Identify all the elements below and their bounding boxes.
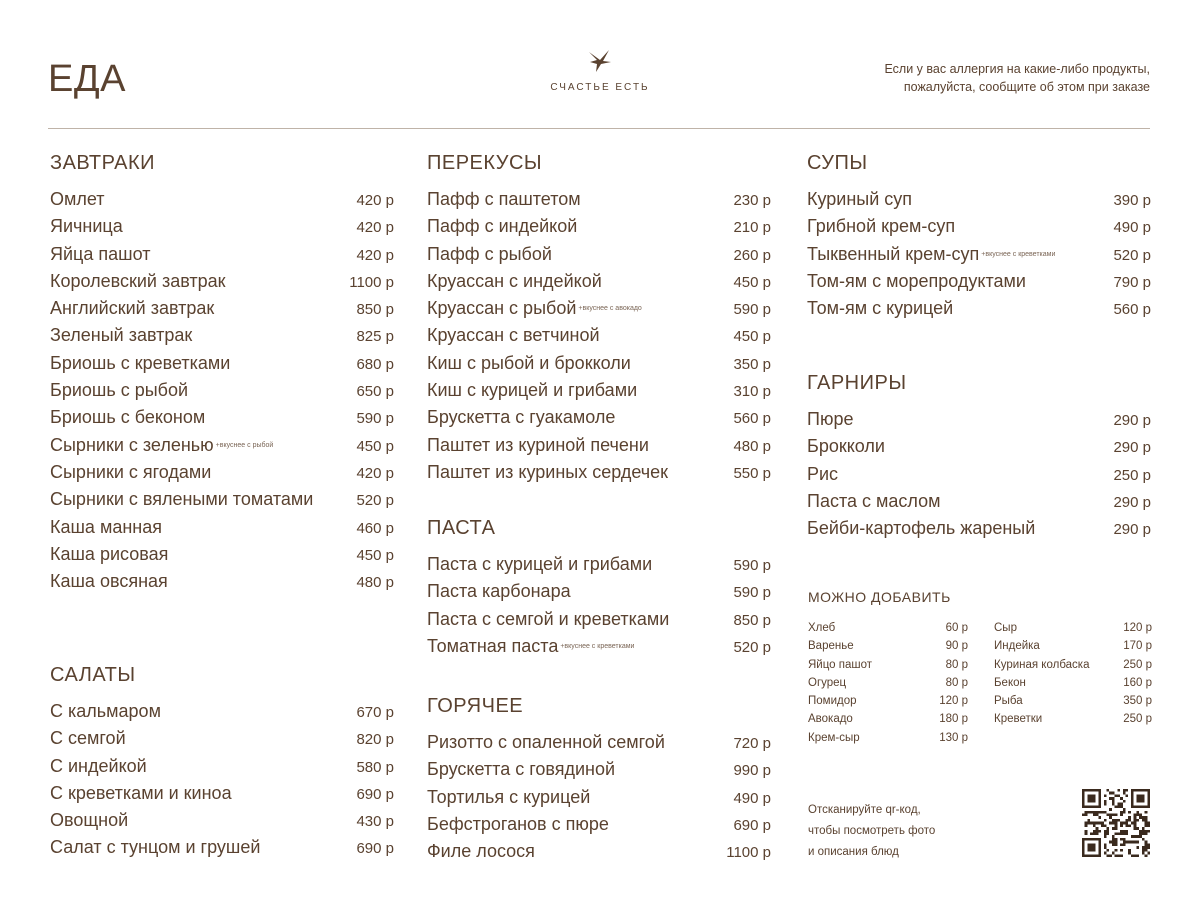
menu-item-name — [427, 432, 649, 459]
menu-item-name — [807, 461, 838, 488]
section-soups — [807, 151, 1151, 322]
menu-item-name — [807, 268, 1026, 295]
menu-item — [427, 606, 771, 633]
menu-item-title: Каша манная — [50, 516, 162, 537]
menu-item-title: Куриный суп — [807, 189, 913, 209]
menu-item-price: 690 р — [356, 840, 394, 858]
menu-item — [807, 406, 1151, 433]
addon-name: Варенье — [808, 640, 854, 653]
menu-list — [807, 186, 1151, 322]
menu-item — [427, 729, 771, 756]
menu-item-title: Тыквенный крем-суп — [807, 243, 980, 264]
menu-item — [427, 784, 771, 811]
section-addons — [808, 589, 1152, 759]
menu-item-price: 560 р — [1113, 301, 1151, 319]
menu-item-price: 420 р — [356, 464, 394, 482]
menu-item-title: Яйца пашот — [50, 243, 151, 264]
menu-item-price: 230 р — [733, 192, 771, 209]
addon-name: Сыр — [994, 622, 1017, 634]
menu-item-price: 520 р — [733, 638, 771, 656]
menu-item-price: 825 р — [356, 328, 394, 346]
menu-item-price: 850 р — [733, 611, 771, 629]
menu-list — [427, 186, 771, 486]
menu-item — [427, 756, 771, 783]
menu-item-price: 590 р — [356, 410, 394, 428]
addon-price: 120 р — [939, 695, 968, 708]
section-sides — [807, 371, 1151, 542]
section-title: ПЕРЕКУСЫ — [427, 152, 543, 174]
menu-item-name — [427, 350, 631, 377]
section-pasta — [427, 516, 771, 660]
menu-item-title: Зеленый завтрак — [50, 325, 193, 346]
menu-item — [50, 807, 394, 834]
menu-item — [427, 213, 771, 240]
menu-item — [427, 268, 771, 295]
menu-item-name — [50, 295, 214, 322]
menu-item-name — [427, 756, 615, 783]
brand-logo — [540, 48, 660, 93]
menu-item-name — [50, 753, 147, 780]
menu-item-name — [427, 578, 571, 605]
addon-price: 250 р — [1123, 658, 1152, 671]
addon-item — [994, 619, 1152, 637]
menu-item-price: 690 р — [356, 785, 394, 803]
menu-item-name — [50, 541, 168, 568]
menu-item-price: 490 р — [1113, 219, 1151, 237]
menu-item-title: Томатная паста — [427, 635, 559, 656]
menu-item — [427, 295, 771, 322]
section-hot — [427, 694, 771, 865]
menu-item-price: 650 р — [356, 383, 394, 401]
menu-item-title: Филе лосося — [427, 841, 535, 862]
addon-price: 60 р — [945, 622, 968, 634]
menu-item-title: Тортилья с курицей — [427, 786, 591, 807]
menu-item-title: Пафф с паштетом — [427, 189, 581, 209]
menu-item-name — [427, 551, 652, 578]
section-title: ЗАВТРАКИ — [50, 152, 156, 174]
menu-item-name — [50, 432, 273, 459]
menu-item — [427, 404, 771, 431]
addon-name: Крем-сыр — [808, 731, 860, 744]
menu-item-title: Грибной крем-суп — [807, 216, 956, 237]
section-title: СУПЫ — [807, 152, 868, 174]
menu-item — [50, 541, 394, 568]
allergy-notice — [830, 60, 1150, 96]
menu-item — [427, 838, 771, 865]
addon-item — [808, 656, 968, 674]
menu-item-price: 790 р — [1113, 273, 1151, 291]
menu-item-name — [427, 459, 668, 486]
menu-item — [427, 241, 771, 268]
addons-left-column — [808, 619, 968, 747]
menu-item — [427, 633, 771, 660]
menu-item-title: Бейби-картофель жареный — [807, 518, 1036, 539]
menu-item-title: Сырники с вялеными томатами — [50, 489, 314, 510]
header-divider — [48, 128, 1150, 129]
addon-name: Авокадо — [808, 713, 853, 726]
menu-item — [50, 350, 394, 377]
menu-item-title: Киш с курицей и грибами — [427, 380, 638, 401]
menu-item — [50, 268, 394, 295]
menu-item-price: 520 р — [356, 492, 394, 510]
menu-item-price: 820 р — [356, 731, 394, 749]
menu-item-title: Омлет — [50, 189, 105, 209]
addon-item — [808, 710, 968, 728]
menu-item-title: Паста с семгой и креветками — [427, 608, 670, 629]
menu-item — [50, 698, 394, 725]
menu-item-price: 420 р — [356, 192, 394, 209]
section-title: САЛАТЫ — [50, 664, 136, 686]
menu-item-name — [50, 377, 188, 404]
menu-item-title: Брокколи — [807, 436, 885, 457]
menu-item — [807, 186, 1151, 213]
menu-item-name — [427, 838, 535, 865]
menu-item-name — [807, 433, 885, 460]
menu-item-name — [807, 488, 940, 515]
menu-item-price: 680 р — [356, 355, 394, 373]
addon-item — [808, 692, 968, 710]
menu-item-title: Паштет из куриной печени — [427, 434, 649, 455]
menu-item-title: Круассан с индейкой — [427, 270, 602, 291]
menu-item-title: Брускетта с говядиной — [427, 759, 616, 780]
menu-item — [427, 432, 771, 459]
brand-name: СЧАСТЬЕ ЕСТЬ — [550, 82, 650, 93]
menu-item-title: Пафф с рыбой — [427, 243, 552, 264]
menu-item-title: Пюре — [807, 409, 854, 429]
menu-item-name — [427, 268, 602, 295]
menu-item-name — [50, 186, 105, 213]
menu-item-title: Паста с курицей и грибами — [427, 554, 653, 574]
addon-item — [808, 674, 968, 692]
menu-item — [50, 753, 394, 780]
menu-item-name — [427, 213, 577, 240]
menu-item-price: 350 р — [733, 355, 771, 373]
menu-list — [50, 186, 394, 595]
menu-item-title: Круассан с рыбой — [427, 298, 577, 319]
menu-item-note: +вкуснее с рыбой — [215, 441, 274, 449]
menu-item — [807, 488, 1151, 515]
menu-item-title: Рис — [807, 463, 839, 484]
menu-item-title: Ризотто с опаленной семгой — [427, 732, 665, 752]
menu-item-price: 420 р — [356, 219, 394, 237]
menu-item-name — [50, 698, 161, 725]
menu-item-name — [807, 295, 953, 322]
menu-item — [807, 268, 1151, 295]
menu-item-price: 1100 р — [349, 273, 394, 291]
addon-price: 120 р — [1123, 622, 1152, 634]
menu-item-name — [50, 322, 192, 349]
menu-item-title: Английский завтрак — [50, 298, 215, 319]
menu-item-name — [427, 633, 634, 660]
menu-item-name — [50, 486, 313, 513]
menu-item-name — [427, 241, 552, 268]
qr-caption — [808, 800, 998, 863]
menu-list — [427, 729, 771, 865]
menu-item-title: Овощной — [50, 810, 129, 831]
menu-item-title: С кальмаром — [50, 701, 161, 721]
menu-item-price: 290 р — [1113, 412, 1151, 429]
menu-item-title: Королевский завтрак — [50, 270, 226, 291]
menu-item — [427, 811, 771, 838]
menu-item — [50, 295, 394, 322]
addon-price: 160 р — [1123, 676, 1152, 689]
menu-item — [427, 459, 771, 486]
addon-item — [994, 637, 1152, 655]
addon-name: Креветки — [994, 713, 1043, 726]
addon-name: Индейка — [994, 640, 1040, 653]
menu-item-price: 250 р — [1113, 466, 1151, 484]
menu-item-name — [427, 295, 642, 322]
menu-item-name — [50, 350, 230, 377]
menu-item-price: 990 р — [733, 762, 771, 780]
addon-name: Помидор — [808, 695, 857, 708]
menu-item-title: Бриошь с креветками — [50, 352, 231, 373]
section-title: ПАСТА — [427, 517, 496, 539]
addon-item — [994, 710, 1152, 728]
menu-item — [50, 241, 394, 268]
menu-item — [50, 377, 394, 404]
menu-item-name — [427, 404, 615, 431]
menu-item — [807, 433, 1151, 460]
menu-item-name — [427, 784, 590, 811]
menu-item-name — [50, 213, 123, 240]
menu-item-title: Сырники с ягодами — [50, 461, 212, 482]
menu-item-title: Том-ям с курицей — [807, 298, 954, 319]
swallow-icon — [587, 48, 613, 74]
qr-caption-line-3: и описания блюд — [808, 846, 899, 858]
menu-item-name — [427, 186, 581, 213]
menu-item-price: 850 р — [356, 301, 394, 319]
menu-item-price: 590 р — [733, 557, 771, 574]
addon-price: 90 р — [945, 640, 968, 653]
menu-item-price: 560 р — [733, 410, 771, 428]
addon-price: 350 р — [1123, 695, 1152, 708]
menu-item-price: 720 р — [733, 735, 771, 752]
page-title: ЕДА — [48, 58, 126, 100]
menu-item-price: 590 р — [733, 301, 771, 319]
menu-item-price: 450 р — [356, 546, 394, 564]
addon-item — [808, 729, 968, 747]
menu-item-title: Бриошь с беконом — [50, 407, 206, 428]
menu-item — [50, 568, 394, 595]
menu-item-name — [807, 186, 912, 213]
menu-item-name — [50, 568, 168, 595]
menu-item — [427, 551, 771, 578]
menu-item-price: 1100 р — [726, 844, 771, 862]
menu-item-name — [50, 268, 226, 295]
menu-item-note: +вкуснее с креветками — [560, 642, 635, 650]
menu-item-name — [427, 606, 669, 633]
menu-item-price: 490 р — [733, 789, 771, 807]
menu-item-name — [807, 241, 1055, 268]
qr-caption-line-2: чтобы посмотреть фото — [808, 825, 936, 837]
addon-item — [808, 637, 968, 655]
section-snacks — [427, 151, 771, 486]
menu-item-title: Паштет из куриных сердечек — [427, 461, 669, 482]
menu-item-price: 450 р — [733, 273, 771, 291]
menu-item-name — [50, 807, 128, 834]
menu-item-price: 310 р — [733, 383, 771, 401]
addon-price: 170 р — [1123, 640, 1152, 653]
menu-list — [427, 551, 771, 660]
addon-item — [994, 656, 1152, 674]
menu-item-price: 520 р — [1113, 246, 1151, 264]
menu-item — [50, 404, 394, 431]
menu-list — [50, 698, 394, 862]
menu-item-name — [427, 811, 609, 838]
allergy-line-2: пожалуйста, сообщите об этом при заказе — [903, 80, 1150, 94]
addon-price: 80 р — [945, 658, 968, 671]
menu-item-title: С индейкой — [50, 755, 147, 776]
menu-item-price: 290 р — [1113, 439, 1151, 457]
menu-item-price: 290 р — [1113, 493, 1151, 511]
menu-item-name — [50, 834, 260, 861]
menu-item-title: Яичница — [50, 216, 123, 237]
qr-code-icon[interactable] — [1082, 789, 1150, 857]
menu-item-name — [807, 515, 1035, 542]
menu-item-name — [427, 729, 665, 756]
menu-item — [50, 486, 394, 513]
menu-item-price: 420 р — [356, 246, 394, 264]
menu-item-title: Каша рисовая — [50, 543, 169, 564]
addon-price: 130 р — [939, 731, 968, 744]
addon-item — [994, 692, 1152, 710]
menu-item-title: Салат с тунцом и грушей — [50, 837, 261, 858]
menu-item-note: +вкуснее с авокадо — [578, 305, 642, 313]
menu-item-title: Бефстроганов с пюре — [427, 813, 609, 834]
menu-item-price: 450 р — [733, 328, 771, 346]
addon-name: Хлеб — [808, 622, 836, 634]
addon-name: Бекон — [994, 676, 1026, 689]
addon-name: Огурец — [808, 676, 847, 689]
menu-item — [427, 186, 771, 213]
menu-list — [807, 406, 1151, 542]
menu-item-price: 290 р — [1113, 521, 1151, 539]
menu-item-title: Круассан с ветчиной — [427, 325, 600, 346]
menu-item — [427, 578, 771, 605]
menu-item — [50, 432, 394, 459]
menu-item — [50, 834, 394, 861]
addons-grid — [808, 619, 1152, 747]
menu-item-title: С семгой — [50, 728, 126, 749]
menu-item — [50, 459, 394, 486]
menu-item-price: 450 р — [356, 437, 394, 455]
menu-item-price: 590 р — [733, 584, 771, 602]
menu-item — [50, 514, 394, 541]
addon-name: Куриная колбаска — [994, 658, 1090, 671]
menu-item-note: +вкуснее с креветками — [981, 250, 1056, 258]
menu-item-name — [427, 377, 637, 404]
menu-item-name — [50, 725, 126, 752]
menu-item-name — [50, 404, 205, 431]
menu-item-name — [50, 241, 150, 268]
allergy-line-1: Если у вас аллергия на какие-либо продукты, — [884, 62, 1150, 76]
menu-item-name — [427, 322, 600, 349]
menu-item-price: 260 р — [733, 246, 771, 264]
section-breakfast — [50, 151, 394, 595]
menu-item-title: Сырники с зеленью — [50, 434, 214, 455]
menu-item-title: Бриошь с рыбой — [50, 380, 189, 401]
menu-item-name — [50, 780, 232, 807]
menu-item-title: Брускетта с гуакамоле — [427, 407, 616, 428]
addon-price: 250 р — [1123, 713, 1152, 726]
menu-item-name — [807, 406, 853, 433]
menu-item — [807, 295, 1151, 322]
addon-name: Рыба — [994, 695, 1023, 708]
menu-item-price: 480 р — [733, 437, 771, 455]
menu-item — [50, 186, 394, 213]
menu-item-price: 460 р — [356, 519, 394, 537]
addon-name: Яйцо пашот — [808, 658, 873, 671]
menu-item — [807, 515, 1151, 542]
menu-item-title: Паста с маслом — [807, 490, 941, 511]
menu-item — [50, 725, 394, 752]
qr-caption-line-1: Отсканируйте qr-код, — [808, 804, 921, 816]
section-salads — [50, 663, 394, 862]
menu-item — [427, 377, 771, 404]
addon-price: 180 р — [939, 713, 968, 726]
menu-item-title: Киш с рыбой и брокколи — [427, 352, 631, 373]
menu-item-price: 550 р — [733, 464, 771, 482]
menu-item — [50, 322, 394, 349]
addon-price: 80 р — [945, 676, 968, 689]
menu-item-title: Паста карбонара — [427, 581, 571, 602]
menu-item-title: Каша овсяная — [50, 571, 168, 592]
addons-title: МОЖНО ДОБАВИТЬ — [808, 589, 951, 605]
addon-item — [994, 674, 1152, 692]
menu-item-title: Пафф с индейкой — [427, 216, 578, 237]
menu-item — [807, 461, 1151, 488]
addons-right-column — [994, 619, 1152, 747]
menu-item-price: 480 р — [356, 574, 394, 592]
menu-item-name — [50, 459, 211, 486]
menu-item-price: 580 р — [356, 758, 394, 776]
section-title: ГАРНИРЫ — [807, 372, 907, 394]
section-title: ГОРЯЧЕЕ — [427, 695, 524, 717]
menu-item-name — [807, 213, 955, 240]
menu-item — [807, 213, 1151, 240]
menu-item — [427, 322, 771, 349]
menu-item-title: С креветками и киноа — [50, 782, 232, 803]
menu-item-price: 210 р — [733, 219, 771, 237]
menu-item-price: 670 р — [356, 704, 394, 721]
menu-item-price: 390 р — [1113, 192, 1151, 209]
menu-item-title: Том-ям с морепродуктами — [807, 270, 1026, 291]
menu-item-name — [50, 514, 162, 541]
menu-item — [807, 241, 1151, 268]
addon-item — [808, 619, 968, 637]
menu-item — [427, 350, 771, 377]
menu-item — [50, 213, 394, 240]
menu-item-price: 430 р — [356, 813, 394, 831]
menu-item-price: 690 р — [733, 816, 771, 834]
menu-item — [50, 780, 394, 807]
